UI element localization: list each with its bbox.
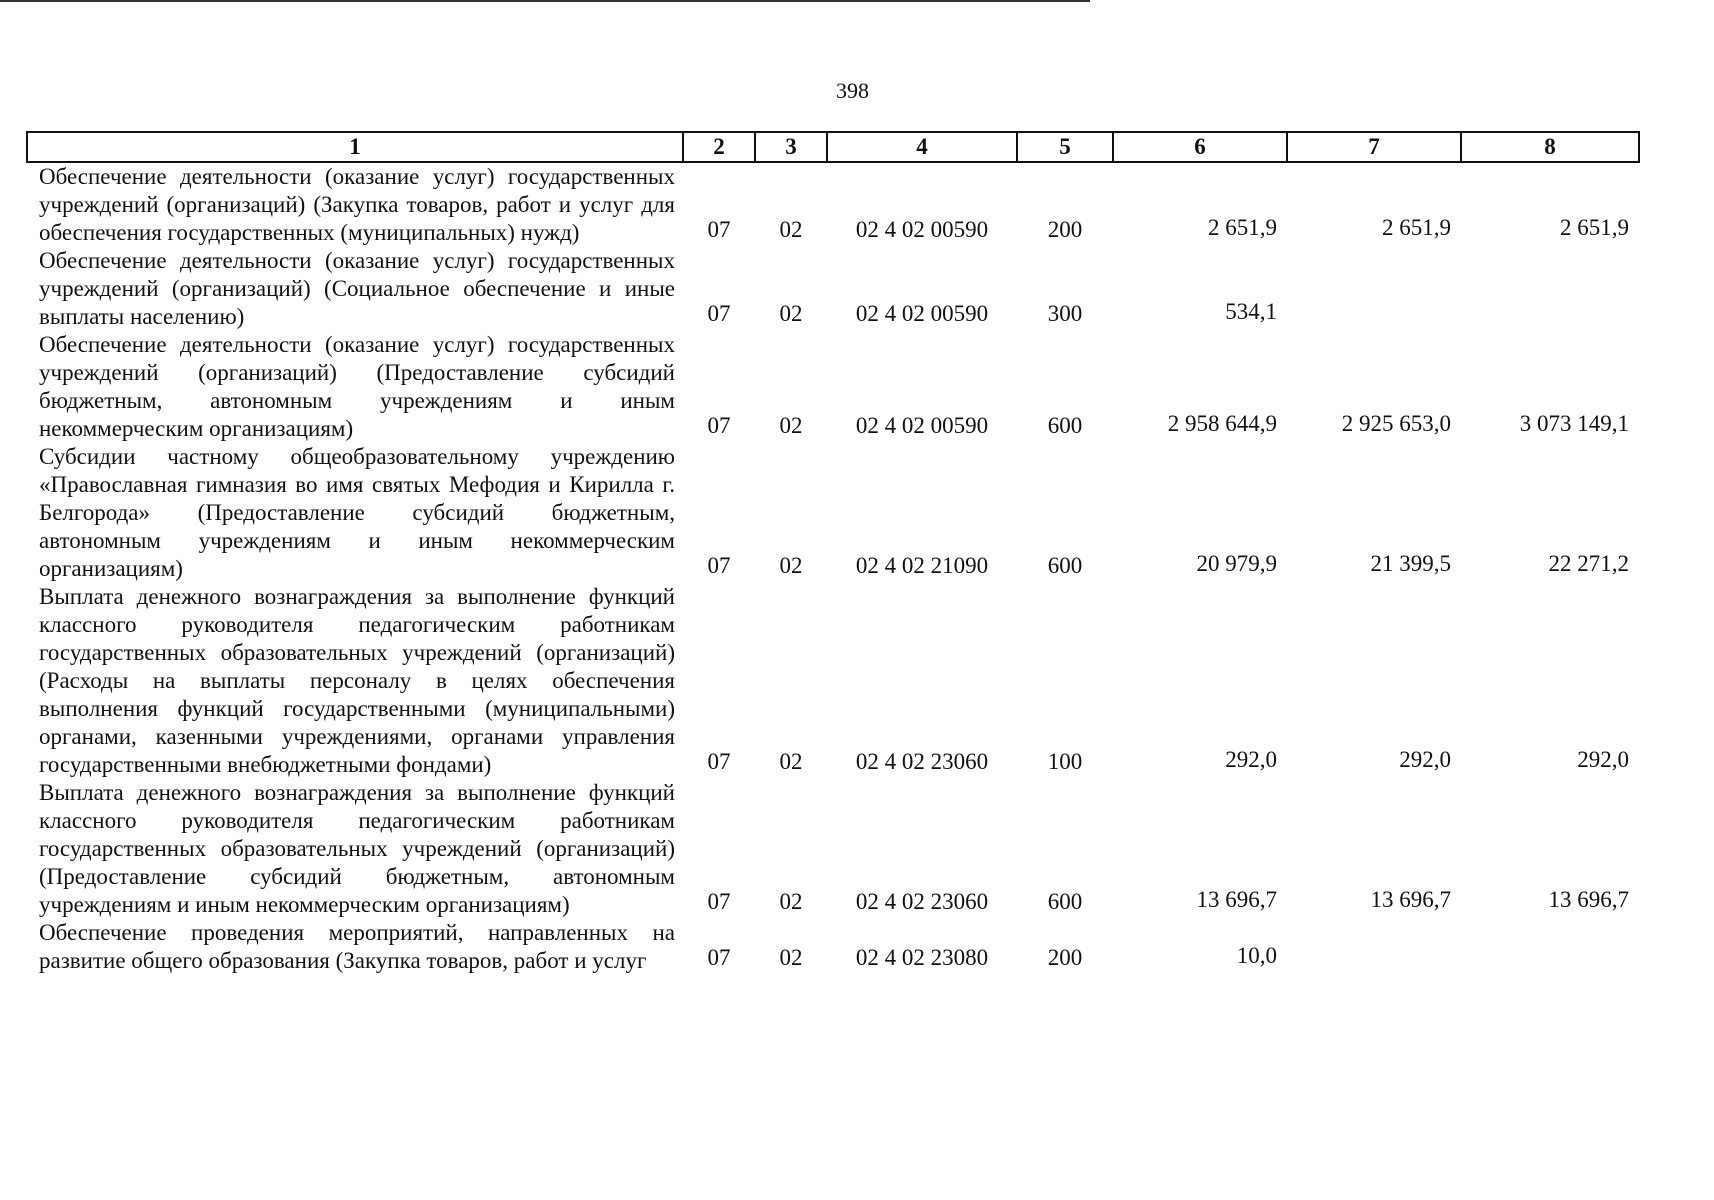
- target-article-code: 02 4 02 21090: [855, 553, 989, 578]
- subsection-code: 02: [779, 301, 803, 326]
- column-header: 2: [683, 132, 755, 162]
- amount-col6: 292,0: [1225, 747, 1277, 772]
- table-row: [27, 247, 1639, 331]
- amount-col8: 22 271,2: [1548, 551, 1629, 576]
- budget-table: [26, 131, 1640, 975]
- target-article-code: 02 4 02 00590: [855, 301, 989, 326]
- row-description: Обеспечение деятельности (оказание услуг) государственных учреждений (организаций) (Социальное обеспечение и иные выплаты населению): [39, 248, 675, 329]
- section-code: 07: [707, 889, 731, 914]
- target-article-code: 02 4 02 00590: [855, 413, 989, 438]
- table-row: [27, 162, 1639, 247]
- row-description: Обеспечение деятельности (оказание услуг) государственных учреждений (организаций) (Предоставление субсидий бюджетным, автономным учреждениям и иным некоммерческим организациям): [39, 332, 675, 441]
- table-row: [27, 583, 1639, 779]
- amount-col7: [1287, 919, 1461, 975]
- table-row: [27, 779, 1639, 919]
- page-number: 398: [836, 78, 869, 103]
- section-code: 07: [707, 217, 731, 242]
- row-description: Обеспечение деятельности (оказание услуг) государственных учреждений (организаций) (Закупка товаров, работ и услуг для обеспечения государственных (муниципальных) нужд): [39, 164, 675, 245]
- column-header: 8: [1461, 132, 1639, 162]
- section-code: 07: [707, 945, 731, 970]
- row-description: Выплата денежного вознаграждения за выполнение функций классного руководителя педагогическим работникам государственных образовательных учреждений (организаций) (Расходы на выплаты персоналу в целях обеспечения выполнения функций государственными (муниципальными) органами, казенными учреждениями, органами управления государственными внебюджетными фондами): [39, 584, 675, 777]
- header-row: [27, 132, 1639, 162]
- column-header: 4: [827, 132, 1017, 162]
- amount-col7: 13 696,7: [1370, 887, 1451, 912]
- column-header: 7: [1287, 132, 1461, 162]
- amount-col7: 2 651,9: [1382, 215, 1451, 240]
- table-row: [27, 919, 1639, 975]
- expense-type-code: 600: [1047, 413, 1083, 438]
- amount-col6: 13 696,7: [1196, 887, 1277, 912]
- amount-col8: [1461, 247, 1639, 331]
- expense-type-code: 100: [1047, 749, 1083, 774]
- expense-type-code: 300: [1047, 301, 1083, 326]
- amount-col8: 13 696,7: [1548, 887, 1629, 912]
- column-header: 3: [755, 132, 827, 162]
- table-row: [27, 331, 1639, 443]
- amount-col6: 2 958 644,9: [1167, 411, 1277, 436]
- subsection-code: 02: [779, 749, 803, 774]
- amount-col6: 534,1: [1225, 299, 1277, 324]
- row-description: Обеспечение проведения мероприятий, направленных на развитие общего образования (Закупка товаров, работ и услуг: [39, 920, 675, 973]
- section-code: 07: [707, 413, 731, 438]
- subsection-code: 02: [779, 553, 803, 578]
- expense-type-code: 200: [1047, 217, 1083, 242]
- expense-type-code: 600: [1047, 889, 1083, 914]
- expense-type-code: 200: [1047, 945, 1083, 970]
- subsection-code: 02: [779, 945, 803, 970]
- target-article-code: 02 4 02 23080: [855, 945, 989, 970]
- amount-col8: 2 651,9: [1560, 215, 1629, 240]
- column-header: 1: [27, 132, 683, 162]
- scan-edge-rule: [0, 0, 1090, 2]
- amount-col7: 2 925 653,0: [1341, 411, 1451, 436]
- section-code: 07: [707, 553, 731, 578]
- row-description: Выплата денежного вознаграждения за выполнение функций классного руководителя педагогическим работникам государственных образовательных учреждений (организаций) (Предоставление субсидий бюджетным, автономным учреждениям и иным некоммерческим организациям): [39, 780, 675, 917]
- table-row: [27, 443, 1639, 583]
- amount-col8: 292,0: [1577, 747, 1629, 772]
- amount-col7: 21 399,5: [1370, 551, 1451, 576]
- section-code: 07: [707, 301, 731, 326]
- expense-type-code: 600: [1047, 553, 1083, 578]
- amount-col6: 20 979,9: [1196, 551, 1277, 576]
- section-code: 07: [707, 749, 731, 774]
- amount-col7: [1287, 247, 1461, 331]
- amount-col6: 10,0: [1236, 943, 1277, 968]
- amount-col6: 2 651,9: [1208, 215, 1277, 240]
- amount-col7: 292,0: [1399, 747, 1451, 772]
- target-article-code: 02 4 02 23060: [855, 749, 989, 774]
- column-header: 5: [1017, 132, 1113, 162]
- subsection-code: 02: [779, 413, 803, 438]
- row-description: Субсидии частному общеобразовательному учреждению «Православная гимназия во имя святых Мефодия и Кирилла г. Белгорода» (Предоставление субсидий бюджетным, автономным учреждениям и иным некоммерческим организациям): [39, 444, 675, 581]
- amount-col8: 3 073 149,1: [1519, 411, 1629, 436]
- column-header: 6: [1113, 132, 1287, 162]
- target-article-code: 02 4 02 00590: [855, 217, 989, 242]
- amount-col8: [1461, 919, 1639, 975]
- subsection-code: 02: [779, 217, 803, 242]
- subsection-code: 02: [779, 889, 803, 914]
- target-article-code: 02 4 02 23060: [855, 889, 989, 914]
